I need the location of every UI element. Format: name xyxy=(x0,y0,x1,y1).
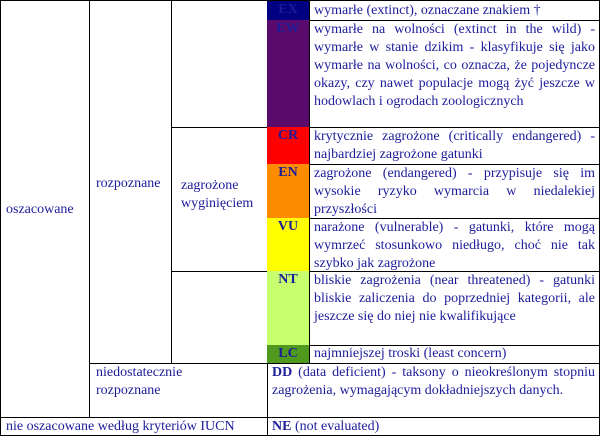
code-lc: LC xyxy=(267,345,310,364)
code-en: EN xyxy=(267,164,310,219)
assessed-label: oszacowane xyxy=(6,201,74,217)
desc-vu: narażone (vulnerable) - gatunki, które mogą wymrzeć stosunkowo niedługo, choć nie tak szybko jak zagrożone xyxy=(309,218,600,272)
desc-en: zagrożone (endangered) - przypisuje się im wysokie ryzyko wymarcia w niedalekiej przyszłości xyxy=(309,164,600,219)
code-ex: EX xyxy=(267,0,310,21)
data-deficient-label: niedostatecznie rozpoznane xyxy=(96,365,183,398)
threatened-label: zagrożone wyginięciem xyxy=(181,178,254,211)
recognized-label: rozpoznane xyxy=(96,176,161,191)
row-recognized xyxy=(89,0,172,364)
code-ne: NE xyxy=(272,419,292,434)
desc-ew: wymarłe na wolności (extinct in the wild) - wymarłe w stanie dzikim - klasyfikuje się jako wymarłe na wolności, co oznacza, że pojedyncze okazy, czy nawet populacje mogą żyć jeszcze w hodowlach i ogrodach zoologicznych xyxy=(309,20,600,128)
code-vu: VU xyxy=(267,218,310,272)
row-threatened xyxy=(171,127,268,272)
not-assessed-label: nie oszacowane według kryteriów IUCN xyxy=(6,419,235,434)
desc-ex: wymarłe (extinct), oznaczane znakiem † xyxy=(309,0,600,21)
threatened-blank-top xyxy=(171,0,268,128)
code-cr: CR xyxy=(267,127,310,165)
desc-ne: NE (not evaluated) xyxy=(267,417,600,436)
row-data-deficient xyxy=(89,363,268,418)
desc-dd: DD (data deficient) - taksony o nieokreślonym stopniu zagrożenia, wymagającym dokładniejszych danych. xyxy=(267,363,600,418)
desc-nt: bliskie zagrożenia (near threatened) - gatunki bliskie zaliczenia do poprzedniej kategorii, ale jeszcze się do niej nie kwalifikujące xyxy=(309,271,600,346)
desc-lc: najmniejszej troski (least concern) xyxy=(309,345,600,364)
row-not-assessed xyxy=(0,417,268,436)
code-ew: EW xyxy=(267,20,310,128)
code-dd: DD xyxy=(272,365,293,380)
desc-cr: krytycznie zagrożone (critically endangered) - najbardziej zagrożone gatunki xyxy=(309,127,600,165)
code-nt: NT xyxy=(267,271,310,346)
row-assessed xyxy=(0,0,90,418)
threatened-blank-bottom xyxy=(171,271,268,364)
